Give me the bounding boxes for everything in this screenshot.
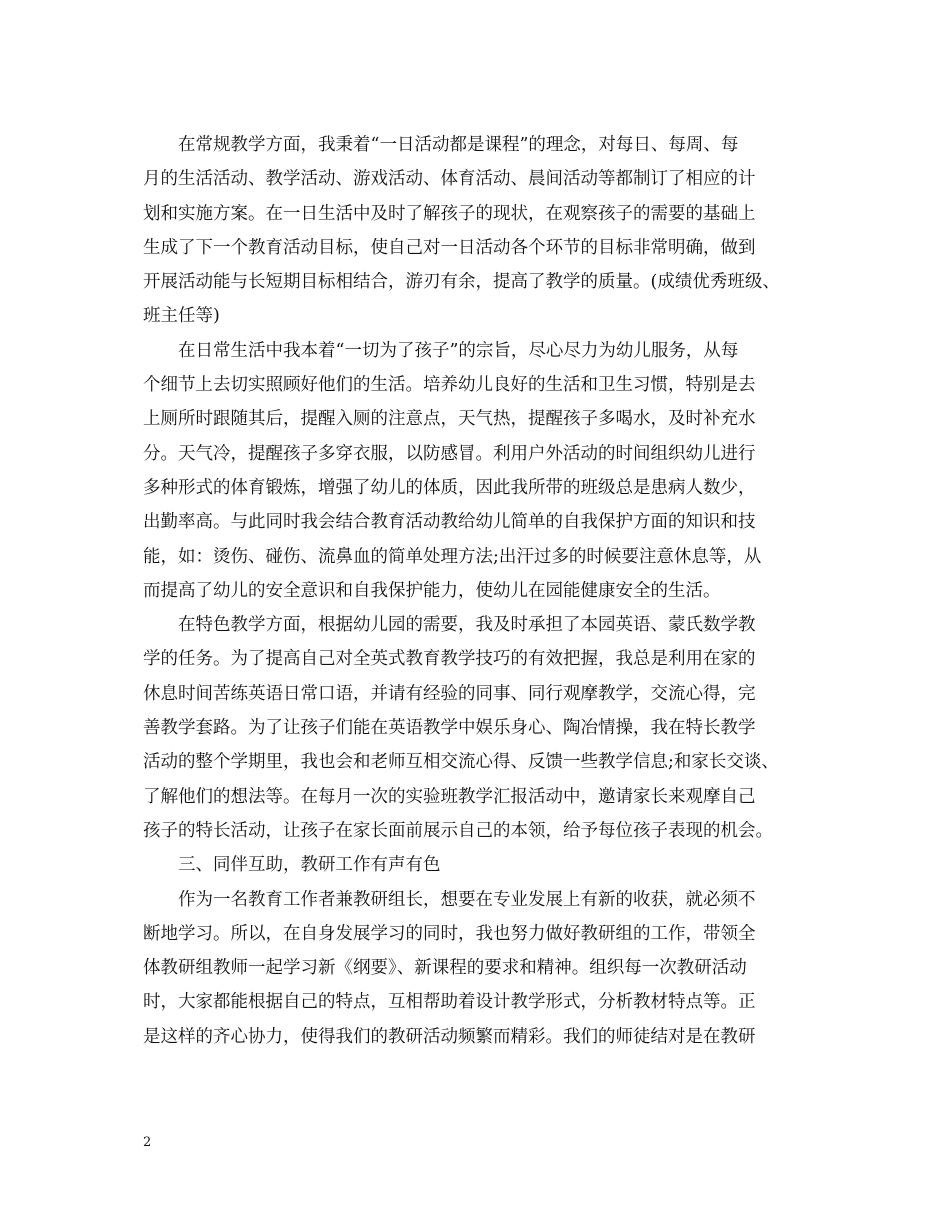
text-line: 善教学套路。为了让孩子们能在英语教学中娱乐身心、陶冶情操，我在特长教学 [143, 718, 756, 739]
text-line: 休息时间苦练英语日常口语，并请有经验的同事、同行观摩教学，交流心得，完 [143, 683, 756, 704]
text-line: 在特色教学方面，根据幼儿园的需要，我及时承担了本园英语、蒙氏数学教 [178, 615, 756, 636]
text-line: 在常规教学方面，我秉着“一日活动都是课程”的理念，对每日、每周、每 [178, 135, 739, 155]
text-line: 划和实施方案。在一日生活中及时了解孩子的现状，在观察孩子的需要的基础上 [143, 203, 756, 224]
text-line: 断地学习。所以，在自身发展学习的同时，我也努力做好教研组的工作，带领全 [143, 923, 756, 944]
text-line: 是这样的齐心协力，使得我们的教研活动频繁而精彩。我们的师徒结对是在教研 [143, 1026, 756, 1047]
text-line: 生成了下一个教育活动目标，使自己对一日活动各个环节的目标非常明确，做到 [143, 237, 756, 258]
text-line: 三、同伴互助，教研工作有声有色 [178, 855, 441, 876]
document-body [143, 128, 803, 1054]
text-line: 月的生活活动、教学活动、游戏活动、体育活动、晨间活动等都制订了相应的计 [143, 169, 756, 190]
text-line: 个细节上去切实照顾好他们的生活。培养幼儿良好的生活和卫生习惯，特别是去 [143, 375, 756, 396]
text-line: 了解他们的想法等。在每月一次的实验班教学汇报活动中，邀请家长来观摩自己 [143, 786, 756, 807]
text-line: 班主任等) [143, 306, 220, 327]
text-line: 上厕所时跟随其后，提醒入厕的注意点，天气热，提醒孩子多喝水，及时补充水 [143, 409, 756, 430]
text-line: 孩子的特长活动，让孩子在家长面前展示自己的本领，给予每位孩子表现的机会。 [143, 820, 773, 841]
text-line: 出勤率高。与此同时我会结合教育活动教给幼儿简单的自我保护方面的知识和技 [143, 512, 756, 533]
text-line: 学的任务。为了提高自己对全英式教育教学技巧的有效把握，我总是利用在家的 [143, 649, 756, 670]
text-line: 作为一名教育工作者兼教研组长，想要在专业发展上有新的收获，就必须不 [178, 889, 756, 910]
text-line: 多种形式的体育锻炼，增强了幼儿的体质，因此我所带的班级总是患病人数少， [143, 477, 756, 498]
text-line: 体教研组教师一起学习新《纲要》、新课程的要求和精神。组织每一次教研活动 [143, 958, 747, 979]
text-line: 而提高了幼儿的安全意识和自我保护能力，使幼儿在园能健康安全的生活。 [143, 580, 721, 601]
text-line: 在日常生活中我本着“一切为了孩子”的宗旨，尽心尽力为幼儿服务，从每 [178, 340, 739, 361]
text-line: 时，大家都能根据自己的特点，互相帮助着设计教学形式，分析教材特点等。正 [143, 992, 756, 1013]
text-line: 开展活动能与长短期目标相结合，游刃有余，提高了教学的质量。(成绩优秀班级、 [143, 272, 780, 293]
text-line: 能，如：烫伤、碰伤、流鼻血的简单处理方法;出汗过多的时候要注意休息等，从 [143, 546, 762, 567]
text-line: 分。天气冷，提醒孩子多穿衣服，以防感冒。利用户外活动的时间组织幼儿进行 [143, 443, 756, 464]
page-number: 2 [143, 1135, 152, 1150]
text-line: 活动的整个学期里，我也会和老师互相交流心得、反馈一些教学信息;和家长交谈、 [143, 752, 779, 773]
